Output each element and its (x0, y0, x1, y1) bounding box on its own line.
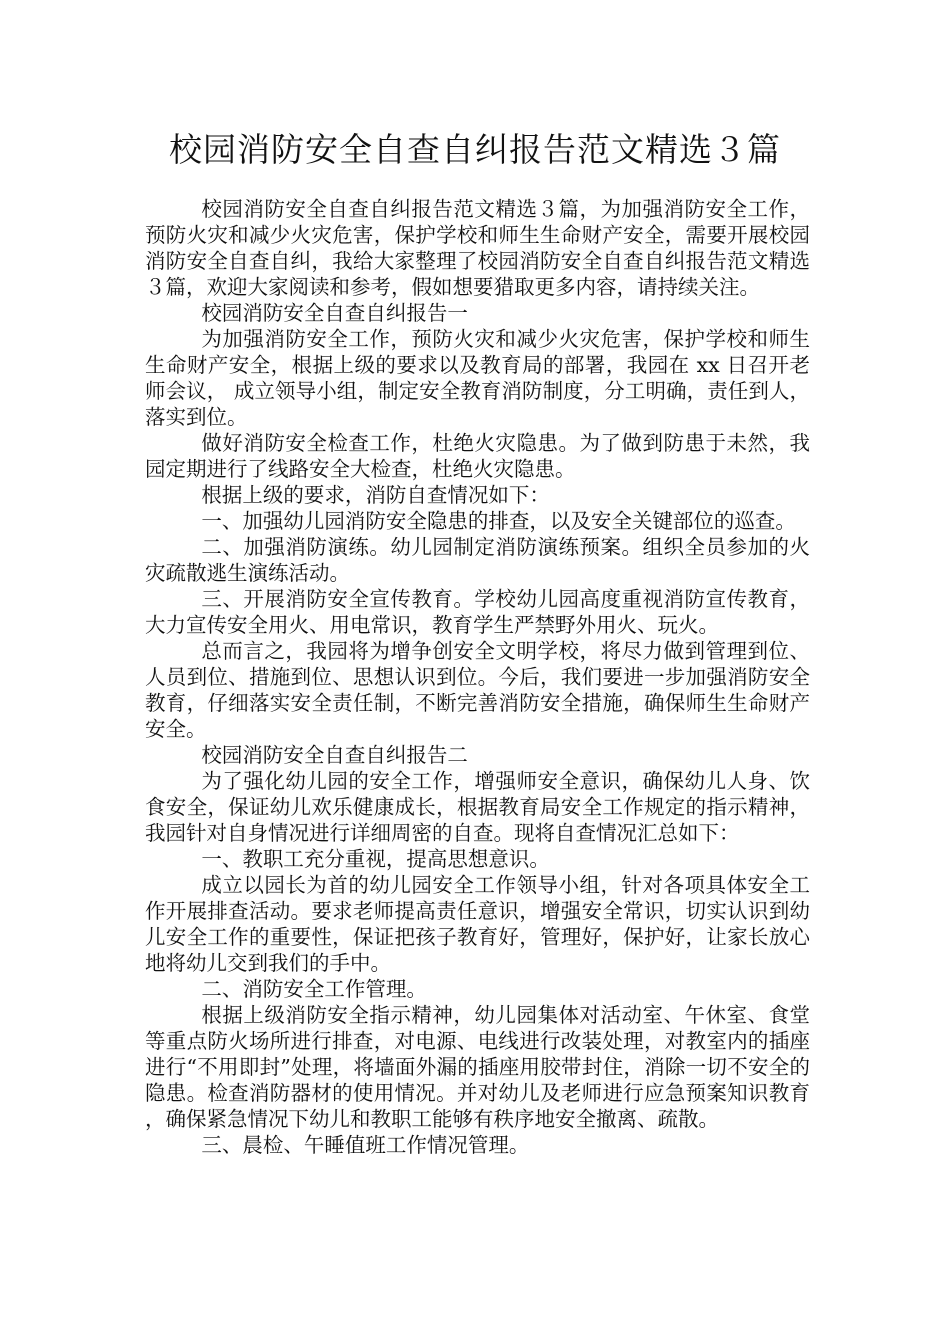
body-paragraph: 根据上级消防安全指示精神，幼儿园集体对活动室、午休室、食堂等重点防火场所进行排查，对电源、电线进行改装处理，对教室内的插座进行“不用即封”处理，将墙面外漏的插座用胶带封住，消除一切不安全的隐患。检查消防器材的使用情况。并对幼儿及老师进行应急预案知识教育，确保紧急情况下幼儿和教职工能够有秩序地安全撤离、疏散。 (145, 1003, 810, 1131)
body-paragraph: 根据上级的要求，消防自查情况如下： (201, 483, 550, 507)
list-item: 三、开展消防安全宣传教育。学校幼儿园高度重视消防宣传教育，大力宣传安全用火、用电常识，教育学生严禁野外用火、玩火。 (145, 587, 810, 637)
section-heading-report-1: 校园消防安全自查自纠报告一 (201, 301, 468, 325)
body-paragraph: 为加强消防安全工作，预防火灾和减少火灾危害，保护学校和师生生命财产安全，根据上级的要求以及教育局的部署，我园在 xx 日召开老师会议， 成立领导小组，制定安全教育消防制度，分工明确，责任到人，落实到位。 (145, 327, 810, 429)
intro-paragraph: 校园消防安全自查自纠报告范文精选３篇，为加强消防安全工作，预防火灾和减少火灾危害，保护学校和师生生命财产安全，需要开展校园消防安全自查自纠，我给大家整理了校园消防安全自查自纠报告范文精选３篇，欢迎大家阅读和参考，假如想要猎取更多内容，请持续关注。 (145, 197, 810, 299)
body-paragraph: 为了强化幼儿园的安全工作，增强师安全意识，确保幼儿人身、饮食安全，保证幼儿欢乐健康成长，根据教育局安全工作规定的指示精神，我园针对自身情况进行详细周密的自查。现将自查情况汇总如下： (145, 769, 810, 845)
document-body (145, 196, 810, 1158)
document-title: 校园消防安全自查自纠报告范文精选３篇 (169, 130, 781, 169)
body-paragraph: 总而言之，我园将为增争创安全文明学校，将尽力做到管理到位、人员到位、措施到位、思想认识到位。今后，我们要进一步加强消防安全教育，仔细落实安全责任制，不断完善消防安全措施，确保师生生命财产安全。 (145, 639, 810, 741)
list-item: 二、加强消防演练。幼儿园制定消防演练预案。组织全员参加的火灾疏散逃生演练活动。 (145, 535, 810, 585)
body-paragraph: 做好消防安全检查工作，杜绝火灾隐患。为了做到防患于未然，我园定期进行了线路安全大检查，杜绝火灾隐患。 (145, 431, 810, 481)
section-heading-report-2: 校园消防安全自查自纠报告二 (201, 743, 468, 767)
list-item: 一、加强幼儿园消防安全隐患的排查，以及安全关键部位的巡查。 (201, 509, 796, 533)
subsection-heading: 一、教职工充分重视，提高思想意识。 (201, 847, 550, 871)
subsection-heading: 三、晨检、午睡值班工作情况管理。 (201, 1133, 530, 1157)
subsection-heading: 二、消防安全工作管理。 (201, 977, 427, 1001)
body-paragraph: 成立以园长为首的幼儿园安全工作领导小组，针对各项具体安全工作开展排查活动。要求老师提高责任意识，增强安全常识，切实认识到幼儿安全工作的重要性，保证把孩子教育好，管理好，保护好，让家长放心地将幼儿交到我们的手中。 (145, 873, 810, 975)
